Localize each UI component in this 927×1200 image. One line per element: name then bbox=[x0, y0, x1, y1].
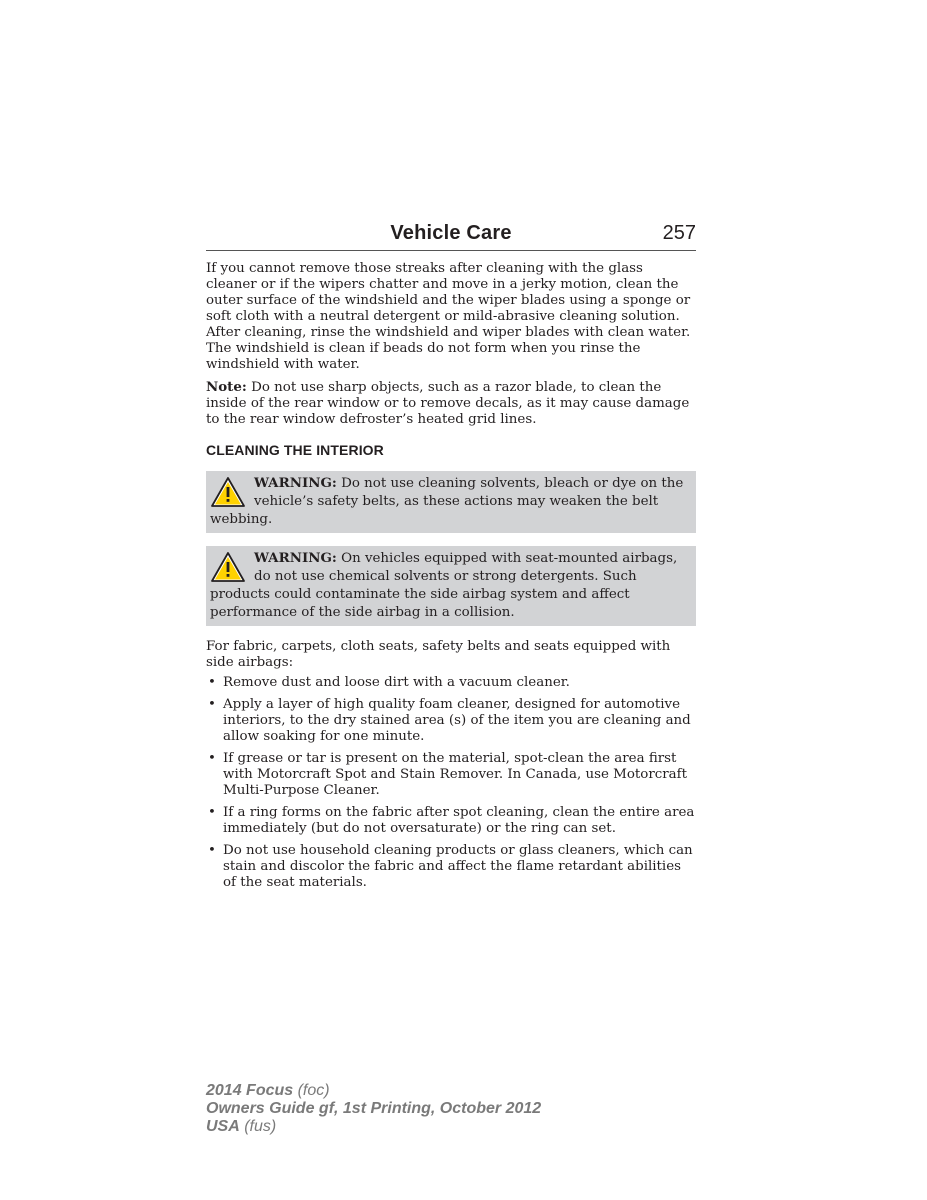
cleaning-steps-list bbox=[206, 675, 696, 891]
footer-market-code: (fus) bbox=[239, 1118, 277, 1135]
warning-box-safety-belts bbox=[206, 471, 696, 533]
footer-line-guide bbox=[206, 1100, 541, 1118]
section-heading: CLEANING THE INTERIOR bbox=[206, 442, 384, 458]
page-footer bbox=[206, 1082, 541, 1136]
list-item-text: Apply a layer of high quality foam cleaner, designed for automotive interiors, to the dry stained area (s) of the item you are cleaning and allow soaking for one minute. bbox=[223, 697, 691, 744]
warning-text: On vehicles equipped with seat-mounted airbags, do not use chemical solvents or strong detergents. Such products could contaminate the side airbag system and affect performance of the side airbag in a collision. bbox=[210, 551, 678, 620]
paragraph-windshield: If you cannot remove those streaks after cleaning with the glass cleaner or if the wipers chatter and move in a jerky motion, clean the outer surface of the windshield and the wiper blades using a sponge or soft cloth with a neutral detergent or mild-abrasive cleaning solution. After cleaning, rinse the windshield and wiper blades with clean water. The windshield is clean if beads do not form when you rinse the windshield with water. bbox=[206, 261, 691, 372]
list-item-text: If a ring forms on the fabric after spot cleaning, clean the entire area immediately (but do not oversaturate) or the ring can set. bbox=[223, 805, 695, 836]
warning-label: WARNING: bbox=[254, 550, 337, 566]
bullet-icon: • bbox=[208, 751, 216, 766]
list-item bbox=[206, 805, 696, 837]
bullet-icon: • bbox=[208, 697, 216, 712]
footer-model: 2014 Focus bbox=[206, 1082, 294, 1099]
list-item bbox=[206, 697, 696, 745]
bullet-icon: • bbox=[208, 805, 216, 820]
section-title: Vehicle Care bbox=[390, 222, 512, 244]
bullet-icon: • bbox=[208, 675, 216, 690]
note-paragraph bbox=[206, 379, 696, 428]
page-number: 257 bbox=[662, 222, 696, 244]
warning-triangle-icon bbox=[210, 550, 246, 584]
bullet-icon: • bbox=[208, 843, 216, 858]
list-item-text: Remove dust and loose dirt with a vacuum cleaner. bbox=[223, 675, 570, 690]
list-item bbox=[206, 751, 696, 799]
warning-text: Do not use cleaning solvents, bleach or dye on the vehicle’s safety belts, as these actions may weaken the belt webbing. bbox=[210, 476, 684, 527]
warning-box-airbags bbox=[206, 546, 696, 626]
list-item bbox=[206, 675, 696, 691]
list-item-text: If grease or tar is present on the material, spot-clean the area first with Motorcraft Spot and Stain Remover. In Canada, use Motorcraft Multi-Purpose Cleaner. bbox=[223, 751, 687, 798]
list-item-text: Do not use household cleaning products or glass cleaners, which can stain and discolor the fabric and affect the flame retardant abilities of the seat materials. bbox=[223, 843, 693, 890]
list-item bbox=[206, 843, 696, 891]
footer-line-market bbox=[206, 1118, 541, 1136]
warning-triangle-icon bbox=[210, 475, 246, 509]
page-header bbox=[206, 222, 696, 251]
note-label: Note: bbox=[206, 379, 247, 395]
page-content bbox=[206, 261, 696, 897]
warning-label: WARNING: bbox=[254, 475, 337, 491]
footer-market: USA bbox=[206, 1118, 240, 1135]
intro-paragraph: For fabric, carpets, cloth seats, safety belts and seats equipped with side airbags: bbox=[206, 639, 671, 670]
note-text: Do not use sharp objects, such as a razor blade, to clean the inside of the rear window or to remove decals, as it may cause damage to the rear window defroster’s heated grid lines. bbox=[206, 380, 690, 427]
footer-line-model bbox=[206, 1082, 541, 1100]
footer-model-code: (foc) bbox=[293, 1082, 330, 1099]
footer-guide: Owners Guide gf, 1st Printing, October 2012 bbox=[206, 1100, 542, 1117]
